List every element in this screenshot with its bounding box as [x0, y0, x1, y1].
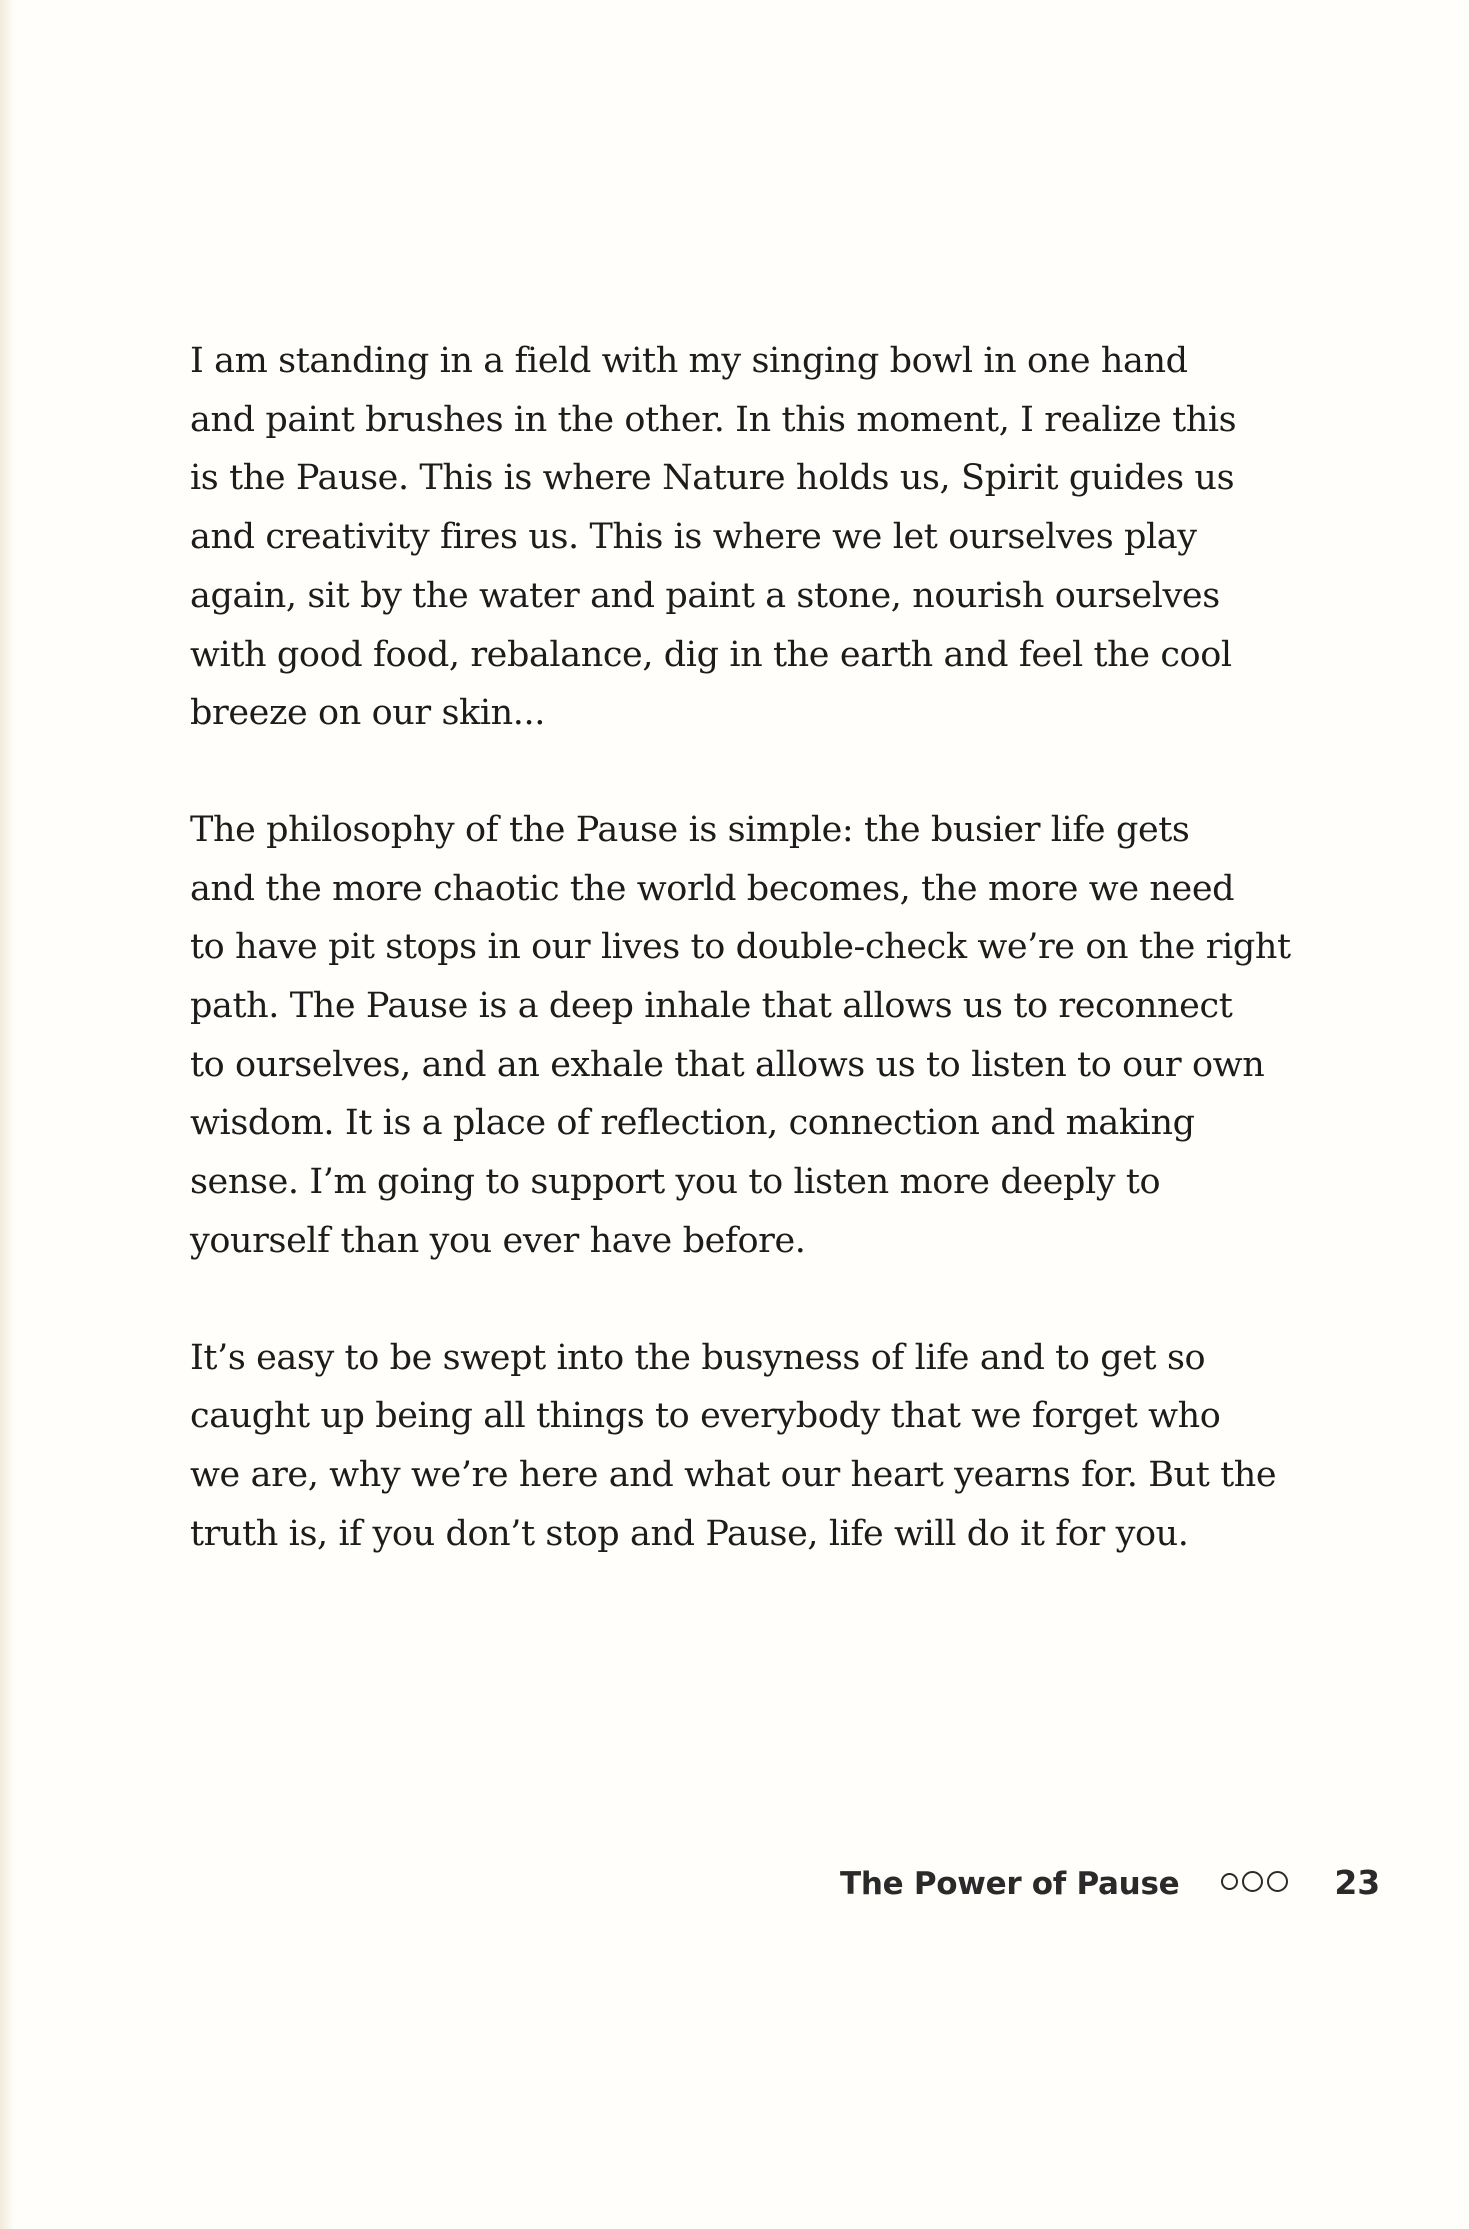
- running-footer: [840, 1863, 1380, 1913]
- paragraph-3: [190, 1329, 1310, 1564]
- text-line: and the more chaotic the world becomes, the more we need: [190, 868, 1235, 909]
- circle-icon: [1221, 1873, 1238, 1890]
- text-line: truth is, if you don’t stop and Pause, life will do it for you.: [190, 1513, 1189, 1554]
- text-line: again, sit by the water and paint a stone, nourish ourselves: [190, 575, 1220, 616]
- circle-icon: [1267, 1871, 1288, 1892]
- page-number: 23: [1334, 1863, 1381, 1902]
- text-line: to ourselves, and an exhale that allows us to listen to our own: [190, 1044, 1265, 1085]
- text-line: breeze on our skin...: [190, 693, 545, 734]
- text-line: and paint brushes in the other. In this moment, I realize this: [190, 399, 1237, 440]
- text-line: The philosophy of the Pause is simple: the busier life gets: [190, 809, 1190, 850]
- text-line: caught up being all things to everybody that we forget who: [190, 1396, 1221, 1437]
- text-line: and creativity fires us. This is where we let ourselves play: [190, 517, 1197, 558]
- body-text: [190, 332, 1310, 1621]
- text-line: wisdom. It is a place of reflection, connection and making: [190, 1103, 1195, 1144]
- paragraph-2: [190, 801, 1310, 1271]
- circle-icon: [1242, 1871, 1263, 1892]
- book-title: The Power of Pause: [840, 1866, 1180, 1902]
- page-binding-edge: [0, 0, 14, 2229]
- paragraph-1: [190, 332, 1310, 743]
- text-line: to have pit stops in our lives to double-check we’re on the right: [190, 927, 1291, 968]
- text-line: yourself than you ever have before.: [190, 1220, 806, 1261]
- three-circles-icon: [1221, 1871, 1288, 1892]
- text-line: It’s easy to be swept into the busyness of life and to get so: [190, 1337, 1206, 1378]
- text-line: path. The Pause is a deep inhale that allows us to reconnect: [190, 986, 1233, 1027]
- text-line: I am standing in a field with my singing bowl in one hand: [190, 341, 1188, 381]
- text-line: sense. I’m going to support you to listen more deeply to: [190, 1162, 1161, 1203]
- text-line: is the Pause. This is where Nature holds us, Spirit guides us: [190, 458, 1235, 499]
- text-line: with good food, rebalance, dig in the earth and feel the cool: [190, 634, 1232, 675]
- text-line: we are, why we’re here and what our heart yearns for. But the: [190, 1454, 1277, 1495]
